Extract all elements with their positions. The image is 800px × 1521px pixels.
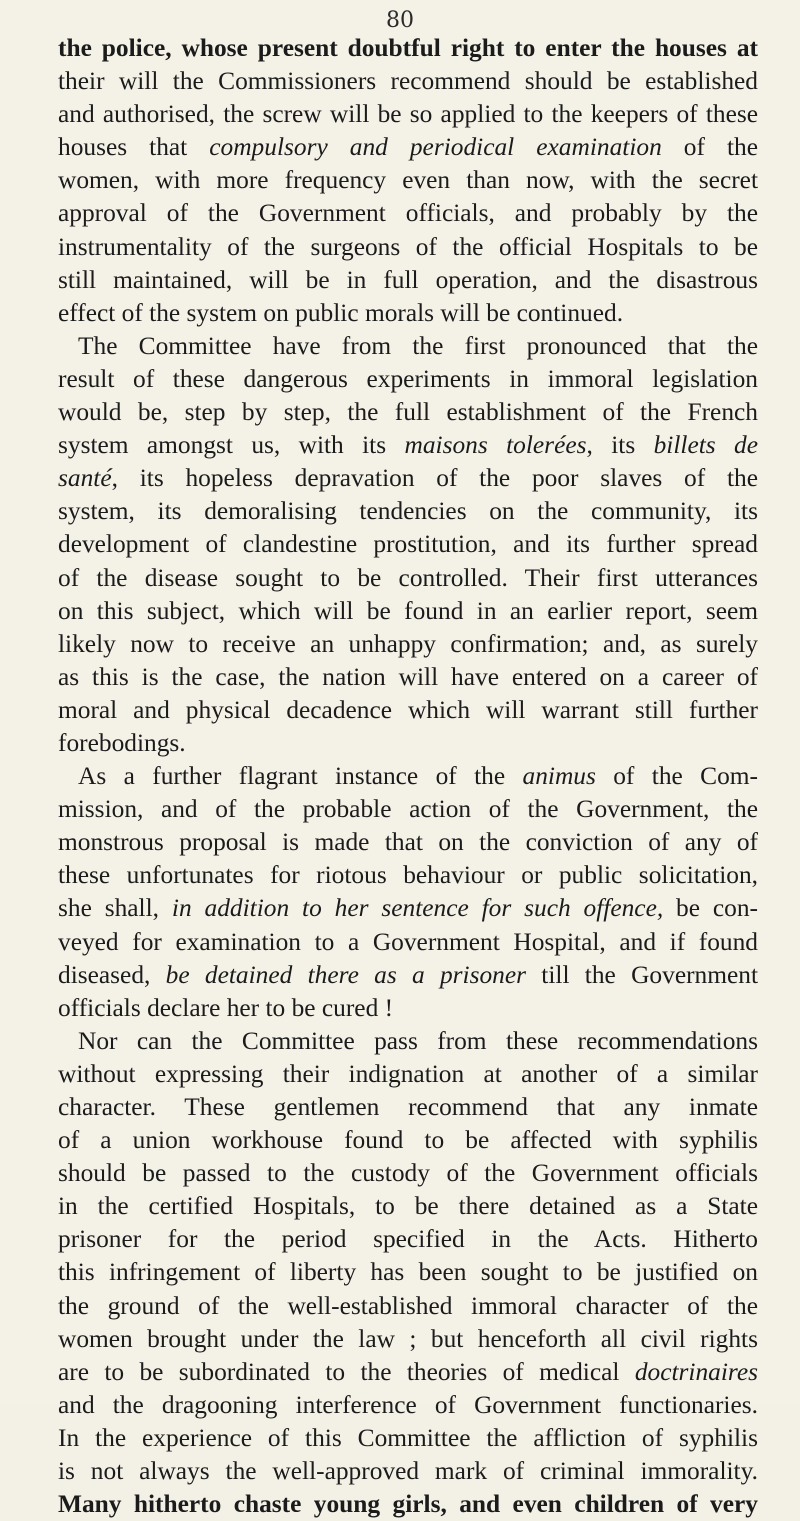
text-line xyxy=(58,297,758,330)
text-segment: development of clandestine prostitution, and its further spread xyxy=(58,530,758,559)
text-segment: these unfortunates for riotous behaviour or public solicitation, xyxy=(58,861,758,890)
text-line xyxy=(58,694,758,727)
italic-phrase: billets de xyxy=(653,431,758,460)
text-segment: women, with more frequency even than now, with the secret xyxy=(58,166,758,195)
text-segment: approval of the Government officials, and probably by the xyxy=(58,199,758,228)
text-segment: as this is the case, the nation will have entered on a career of xyxy=(58,662,758,691)
text-segment: Many hitherto chaste young girls, and even children of very xyxy=(58,1490,758,1519)
text-line xyxy=(58,65,758,98)
text-segment: on this subject, which will be found in an earlier report, seem xyxy=(58,596,758,625)
text-line xyxy=(58,826,758,859)
text-line xyxy=(58,595,758,628)
text-line xyxy=(58,959,758,992)
text-segment: are to be subordinated to the theories of medical xyxy=(58,1357,635,1386)
italic-phrase: maisons tolerées xyxy=(404,431,587,460)
text-segment: their will the Commissioners recommend should be established xyxy=(58,67,758,96)
text-segment: of the Com- xyxy=(595,762,758,791)
text-segment: character. These gentlemen recommend that any inmate xyxy=(58,1093,758,1121)
text-segment: and the dragooning interference of Government functionaries. xyxy=(58,1390,758,1419)
text-segment: result of these dangerous experiments in immoral legislation xyxy=(58,364,758,393)
text-line xyxy=(58,197,758,230)
text-segment: houses that xyxy=(58,133,210,162)
text-line xyxy=(58,32,758,65)
text-segment: , its hopeless depravation of the poor slaves of the xyxy=(111,464,758,493)
text-segment: should be passed to the custody of the Government officials xyxy=(58,1159,758,1188)
text-segment: mission, and of the probable action of the Government, the xyxy=(58,795,758,824)
text-line xyxy=(58,495,758,528)
text-line xyxy=(58,1356,758,1389)
text-line xyxy=(58,330,758,363)
text-segment: As a further flagrant instance of the xyxy=(78,762,523,791)
text-line xyxy=(58,1256,758,1289)
text-segment: of a union workhouse found to be affected with syphilis xyxy=(58,1126,758,1155)
text-line xyxy=(58,131,758,164)
text-line xyxy=(58,992,758,1025)
text-segment: effect of the system on public morals will be continued. xyxy=(58,298,624,327)
text-line xyxy=(58,1422,758,1455)
text-segment: Nor can the Committee pass from these recommendations xyxy=(78,1026,758,1055)
text-line xyxy=(58,1389,758,1422)
text-line xyxy=(58,926,758,959)
text-segment: the ground of the well-established immoral character of the xyxy=(58,1291,758,1320)
text-segment: be con- xyxy=(663,894,759,923)
text-segment: moral and physical decadence which will warrant still further xyxy=(58,695,758,724)
text-line xyxy=(58,164,758,197)
text-segment: without expressing their indignation at another of a similar xyxy=(58,1059,758,1088)
text-line xyxy=(58,1455,758,1488)
text-segment: The Committee have from the first pronounced that the xyxy=(78,331,758,360)
text-segment: diseased, xyxy=(58,960,166,989)
text-segment: forebodings. xyxy=(58,728,186,757)
text-line xyxy=(58,231,758,264)
text-line xyxy=(58,396,758,429)
text-segment: system amongst us, with its xyxy=(58,431,405,460)
text-segment: of the xyxy=(661,133,759,162)
text-line xyxy=(58,859,758,892)
text-segment: prisoner for the period specified in the Acts. Hitherto xyxy=(58,1225,758,1254)
text-segment: system, its demoralising tendencies on the community, its xyxy=(58,497,758,526)
text-segment: till the Government xyxy=(526,960,759,989)
text-line xyxy=(58,429,758,462)
italic-phrase: animus xyxy=(522,762,596,791)
text-line xyxy=(58,363,758,396)
text-line xyxy=(58,1323,758,1356)
text-segment: , its xyxy=(586,431,654,460)
text-segment: is not always the well-approved mark of criminal immorality. xyxy=(58,1457,758,1486)
italic-phrase: compulsory and periodical examination xyxy=(209,133,662,162)
text-segment: in the certified Hospitals, to be there detained as a State xyxy=(58,1192,758,1221)
text-line xyxy=(58,562,758,595)
text-segment: veyed for examination to a Government Hospital, and if found xyxy=(58,927,758,956)
text-segment: instrumentality of the surgeons of the official Hospitals to be xyxy=(58,232,758,261)
text-segment: In the experience of this Committee the affliction of syphilis xyxy=(58,1423,758,1452)
text-line xyxy=(58,628,758,661)
text-segment: likely now to receive an unhappy confirmation; and, as surely xyxy=(58,629,758,658)
text-line xyxy=(58,462,758,495)
text-segment: this infringement of liberty has been sought to be justified on xyxy=(58,1258,758,1287)
italic-phrase: be detained there as a prisoner xyxy=(165,960,527,989)
text-line xyxy=(58,793,758,826)
text-segment: the police, whose present doubtful right to enter the houses at xyxy=(58,34,758,62)
body-text xyxy=(58,32,758,1521)
text-line xyxy=(58,1157,758,1190)
text-segment: monstrous proposal is made that on the conviction of any of xyxy=(58,828,758,857)
page-number: 80 xyxy=(386,8,414,33)
text-segment: she shall, xyxy=(58,894,172,923)
text-line xyxy=(58,1223,758,1256)
text-segment: officials declare her to be cured ! xyxy=(58,993,394,1022)
text-segment: would be, step by step, the full establishment of the French xyxy=(58,398,758,427)
text-segment: and authorised, the screw will be so applied to the keepers of these xyxy=(58,100,758,129)
text-line xyxy=(58,892,758,925)
text-segment: still maintained, will be in full operation, and the disastrous xyxy=(58,265,758,294)
text-line xyxy=(58,98,758,131)
text-line xyxy=(58,727,758,760)
text-line xyxy=(58,1025,758,1058)
text-line xyxy=(58,1091,758,1124)
text-line xyxy=(58,528,758,561)
text-segment: of the disease sought to be controlled. Their first utterances xyxy=(58,563,758,592)
italic-phrase: santé xyxy=(58,464,112,493)
italic-phrase: doctrinaires xyxy=(634,1357,758,1386)
text-line xyxy=(58,264,758,297)
text-segment: women brought under the law ; but henceforth all civil rights xyxy=(58,1324,758,1353)
text-line xyxy=(58,1290,758,1323)
text-line xyxy=(58,1190,758,1223)
italic-phrase: in addition to her sentence for such offence, xyxy=(171,894,664,923)
text-line xyxy=(58,1058,758,1091)
text-line xyxy=(58,1488,758,1521)
text-line xyxy=(58,760,758,793)
text-line xyxy=(58,661,758,694)
text-line xyxy=(58,1124,758,1157)
